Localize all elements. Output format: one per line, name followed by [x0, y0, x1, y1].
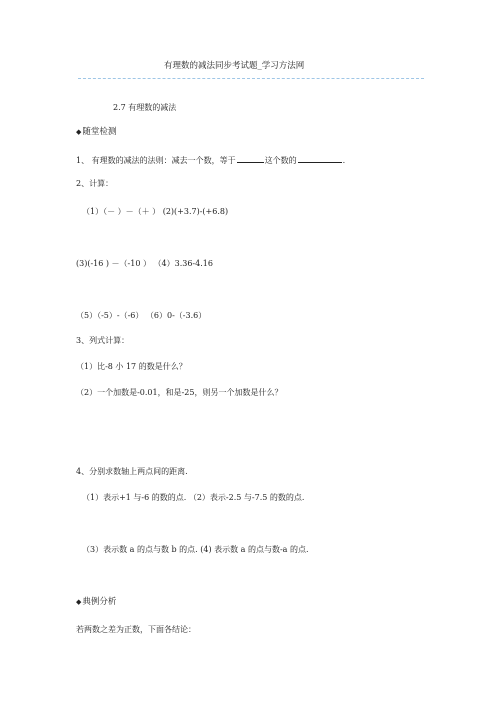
part-heading-practice-label: 随堂检测	[82, 127, 117, 137]
diamond-icon: ◆	[76, 598, 82, 606]
question-4-row-2: （3）表示数 a 的点与数 b 的点. (4) 表示数 a 的点与数-a 的点.	[82, 545, 309, 554]
question-3-item-1: （1）比-8 小 17 的数是什么？	[76, 362, 187, 371]
question-2-heading: 2、计算：	[76, 179, 114, 188]
question-2-row-1: （1）（－ ）－（＋ ） (2)(+3.7)-(+6.8)	[82, 207, 229, 216]
question-3-item-2: （2）一个加数是-0.01，和是-25，则另一个加数是什么？	[76, 388, 283, 397]
part-heading-examples-label: 典例分析	[82, 597, 117, 607]
question-1-text-mid: 这个数的	[264, 156, 297, 165]
section-heading: 2.7 有理数的减法	[113, 103, 177, 112]
question-3-heading: 3、列式计算：	[76, 336, 130, 345]
question-1-text: 1、 有理数的减法的法则：减去一个数，等于	[76, 156, 236, 165]
answer-blank-1[interactable]	[237, 154, 264, 163]
question-1-text-end: .	[342, 156, 346, 165]
question-4-heading: 4、分别求数轴上两点间的距离.	[76, 467, 188, 476]
question-2-row-3: （5）（-5）-（-6） （6）0-（-3.6）	[76, 311, 207, 320]
page-title: 有理数的减法同步考试题_学习方法网	[164, 61, 305, 71]
question-2-row-2: (3)(-16 ) －（-10 ） （4）3.36-4.16	[76, 259, 213, 268]
part-heading-examples	[76, 598, 116, 607]
example-intro: 若两数之差为正数，下面各结论：	[76, 625, 196, 634]
answer-blank-2[interactable]	[298, 154, 342, 163]
diamond-icon: ◆	[76, 128, 82, 136]
question-4-row-1: （1）表示+1 与-6 的数的点. （2）表示-2.5 与-7.5 的数的点.	[82, 493, 305, 502]
title-divider	[78, 78, 424, 79]
part-heading-practice	[76, 128, 116, 137]
question-1	[76, 154, 345, 165]
